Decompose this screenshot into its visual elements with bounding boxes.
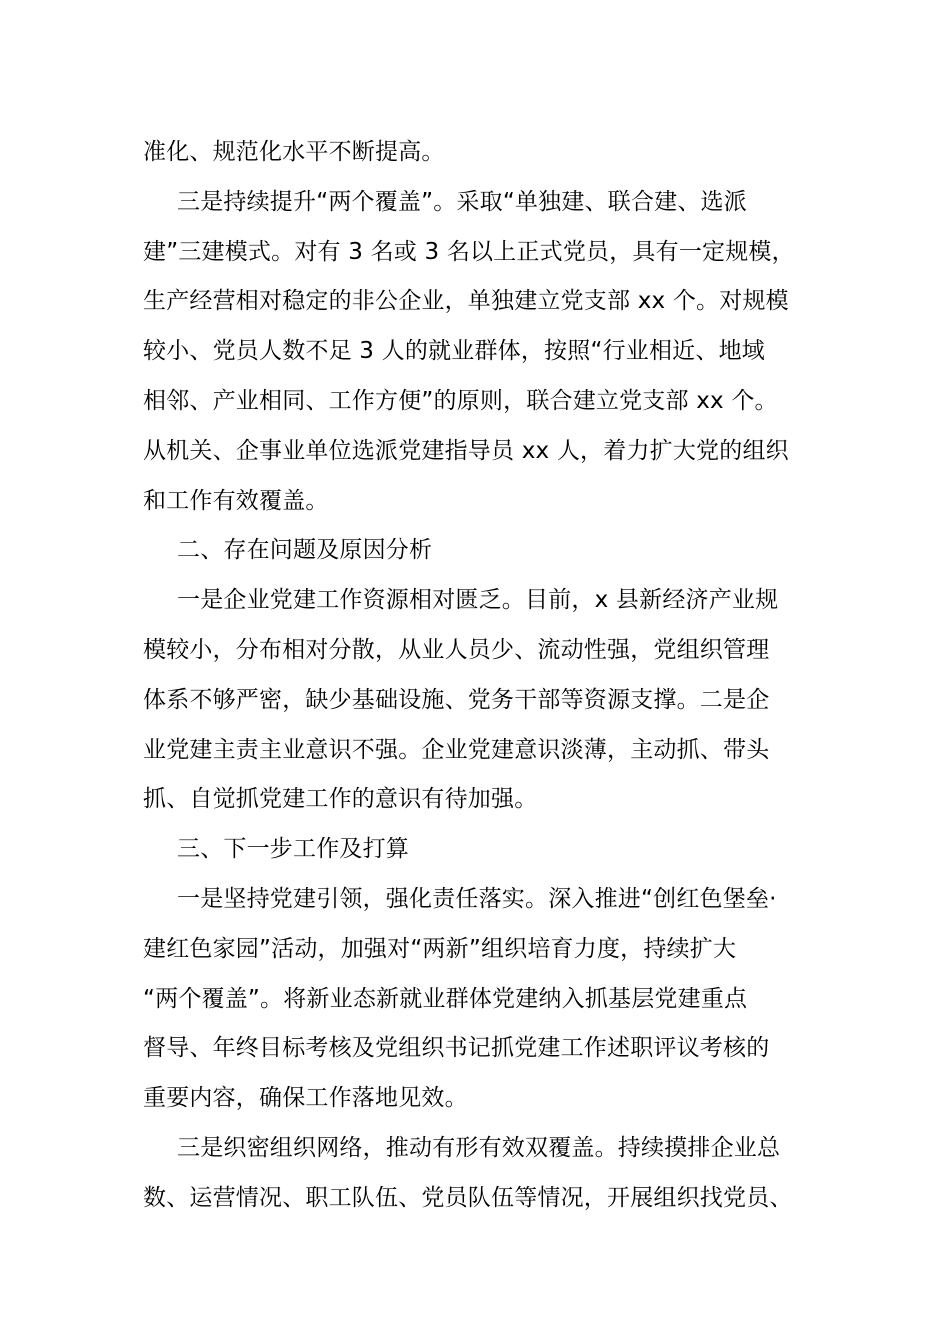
text-line: 较小、党员人数不足 3 人的就业群体，按照“行业相近、地域 [143, 338, 765, 365]
text-line: 从机关、企事业单位选派党建指导员 xx 人，着力扩大党的组织 [143, 437, 789, 464]
section-heading: 三、下一步工作及打算 [177, 836, 409, 863]
text-line: 建红色家园”活动，加强对“两新”组织培育力度，持续扩大 [143, 935, 737, 962]
text-line: 和工作有效覆盖。 [143, 487, 329, 514]
text-line: 一是企业党建工作资源相对匮乏。目前，x 县新经济产业规 [177, 587, 779, 614]
text-line: 三是持续提升“两个覆盖”。采取“单独建、联合建、选派 [177, 188, 747, 215]
text-line: 建”三建模式。对有 3 名或 3 名以上正式党员，具有一定规模， [143, 238, 795, 265]
text-line: 督导、年终目标考核及党组织书记抓党建工作述职评议考核的 [143, 1035, 770, 1062]
text-line: 准化、规范化水平不断提高。 [143, 139, 445, 165]
section-heading: 二、存在问题及原因分析 [177, 537, 433, 564]
text-line: “两个覆盖”。将新业态新就业群体党建纳入抓基层党建重点 [143, 985, 748, 1012]
document-body [143, 128, 813, 1224]
text-line: 体系不够严密，缺少基础设施、党务干部等资源支撑。二是企 [143, 686, 770, 713]
text-line: 一是坚持党建引领，强化责任落实。深入推进“创红色堡垒· [177, 885, 777, 912]
text-line: 相邻、产业相同、工作方便”的原则，联合建立党支部 xx 个。 [143, 387, 778, 414]
text-line: 抓、自觉抓党建工作的意识有待加强。 [143, 786, 538, 813]
text-line: 三是织密组织网络，推动有形有效双覆盖。持续摸排企业总 [177, 1134, 781, 1161]
text-line: 重要内容，确保工作落地见效。 [143, 1085, 468, 1112]
text-line: 业党建主责主业意识不强。企业党建意识淡薄，主动抓、带头 [143, 736, 770, 763]
text-line: 数、运营情况、职工队伍、党员队伍等情况，开展组织找党员、 [143, 1184, 793, 1211]
text-line: 生产经营相对稳定的非公企业，单独建立党支部 xx 个。对规模 [143, 288, 789, 315]
text-line: 模较小，分布相对分散，从业人员少、流动性强，党组织管理 [143, 636, 770, 663]
